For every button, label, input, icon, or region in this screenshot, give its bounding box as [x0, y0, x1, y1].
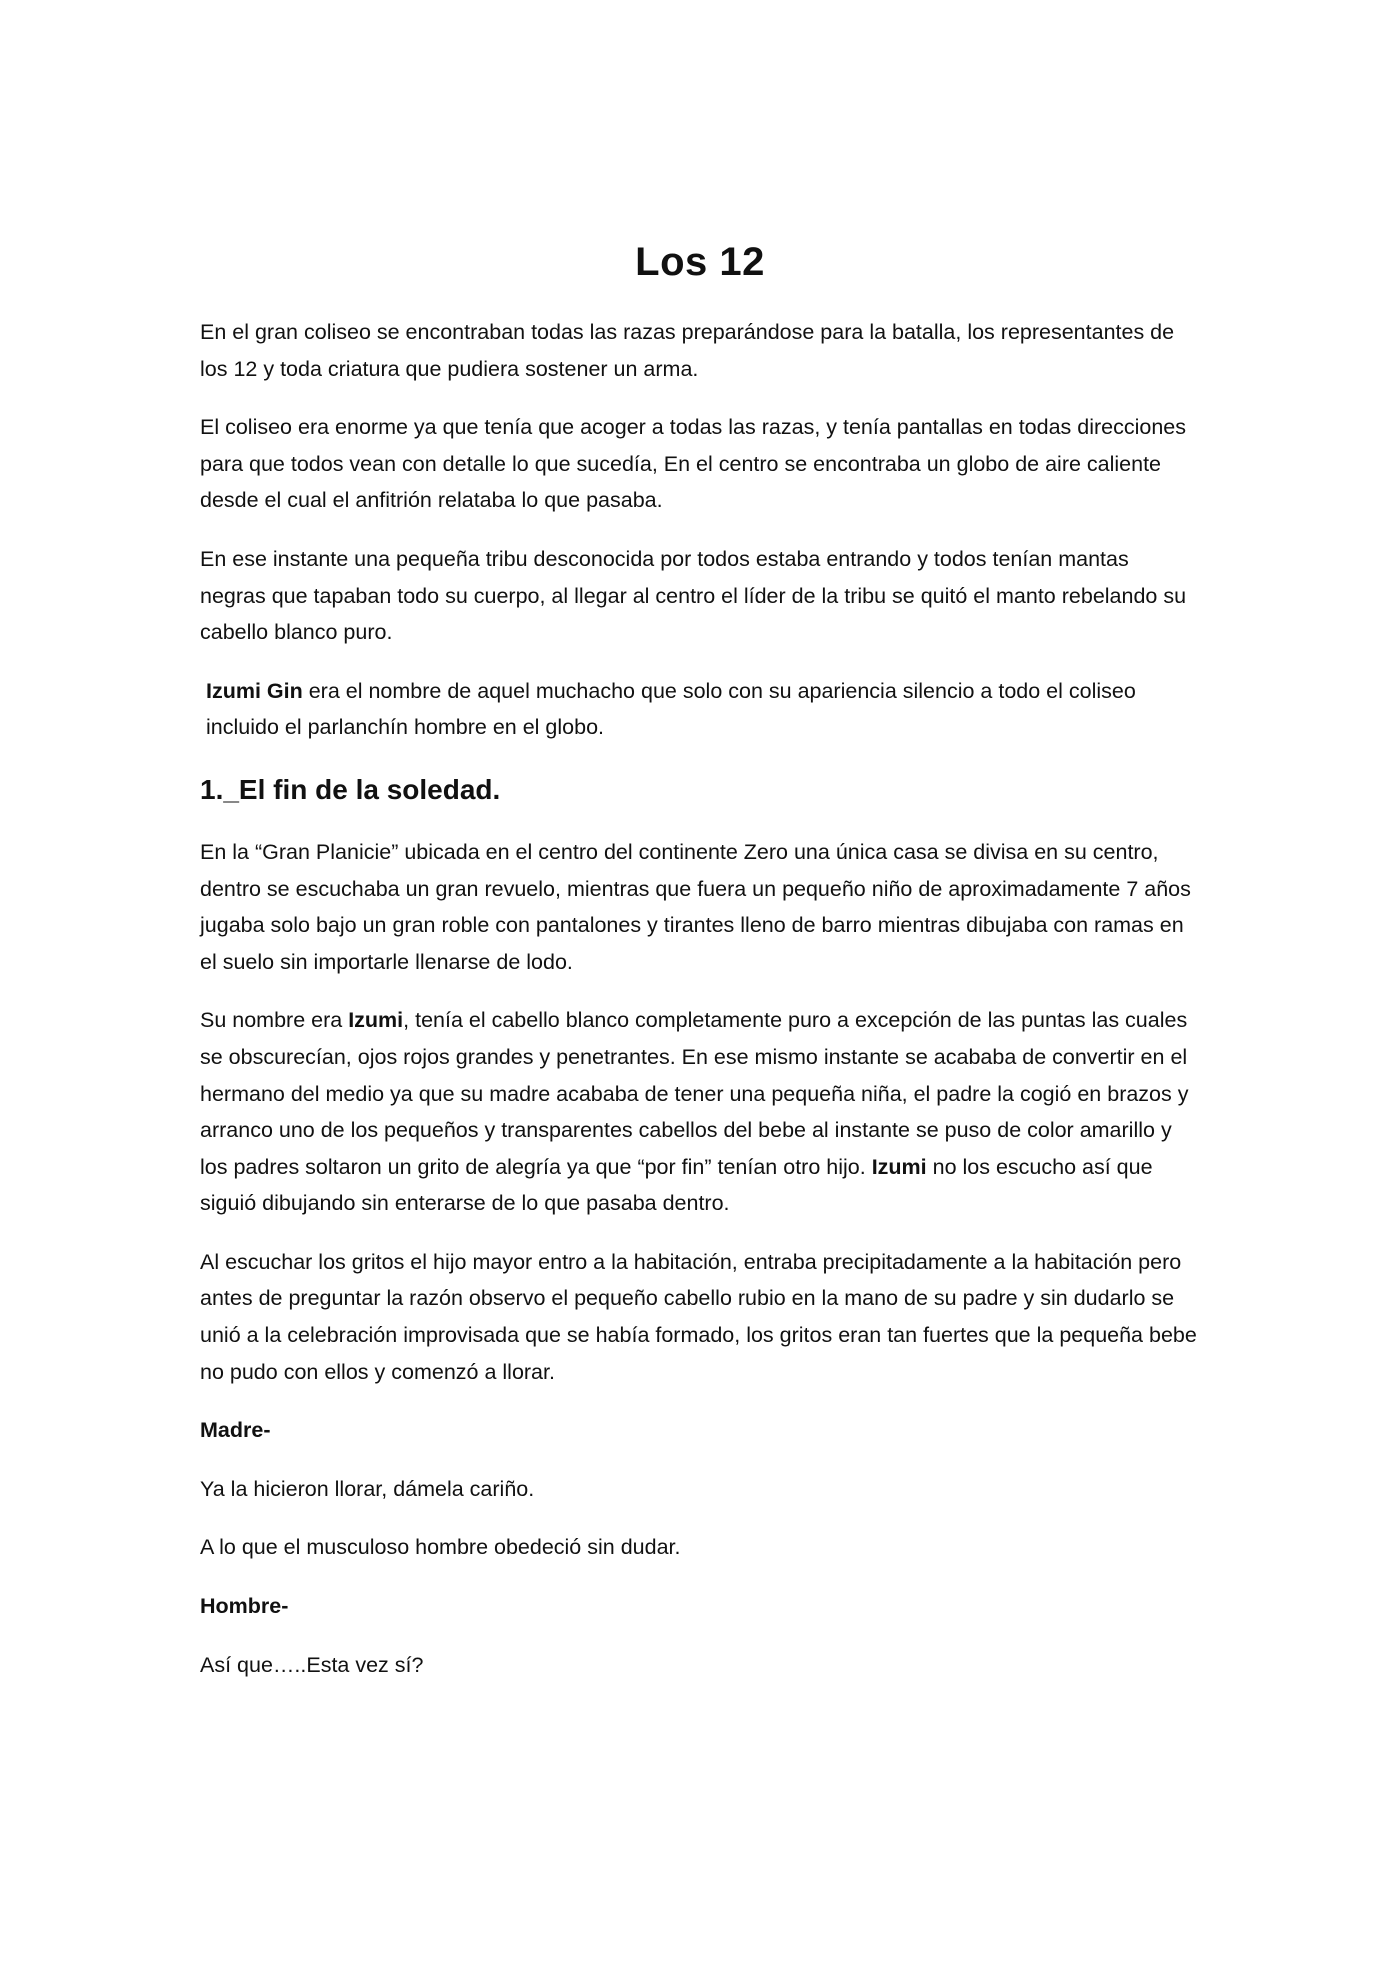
intro-paragraph-3: En ese instante una pequeña tribu desconocida por todos estaba entrando y todos tenían mantas negras que tapaban todo su cuerpo, al llegar al centro el líder de la tribu se quitó el manto rebelando su cabello blanco puro. — [200, 546, 1187, 645]
speaker-man: Hombre- — [200, 1594, 289, 1619]
intro-paragraph-1: En el gran coliseo se encontraban todas las razas preparándose para la batalla, los representantes de los 12 y toda criatura que pudiera sostener un arma. — [200, 320, 1175, 381]
character-name: Izumi — [348, 1008, 404, 1033]
narration-line: A lo que el musculoso hombre obedeció sin dudar. — [200, 1535, 681, 1560]
chapter-paragraph-2-text-b: , tenía el cabello blanco completamente puro a excepción de las puntas las cuales se obscurecían, ojos rojos grandes y penetrantes. En ese mismo instante se acababa de convertir en el hermano del medio ya que su madre acababa de tener una pequeña niña, el padre la cogió en brazos y arranco uno de los pequeños y transparentes cabellos del bebe al instante se puso de color amarillo y los padres soltaron un grito de alegría ya que “por fin” tenían otro hijo. — [200, 1008, 1189, 1179]
chapter-paragraph-2 — [200, 1002, 1200, 1222]
intro-paragraph-2: El coliseo era enorme ya que tenía que acoger a todas las razas, y tenía pantallas en todas direcciones para que todos vean con detalle lo que sucedía, En el centro se encontraba un globo de aire caliente desde el cual el anfitrión relataba lo que pasaba. — [200, 415, 1187, 513]
character-name: Izumi Gin — [206, 678, 303, 703]
chapter-paragraph-1: En la “Gran Planicie” ubicada en el centro del continente Zero una única casa se divisa en su centro, dentro se escuchaba un gran revuelo, mientras que fuera un pequeño niño de aproximadamente 7 años jugaba solo bajo un gran roble con pantalones y tirantes lleno de barro mientras dibujaba con ramas en el suelo sin importarle llenarse de lodo. — [200, 839, 1191, 974]
chapter-paragraph-2-text-a: Su nombre era — [200, 1008, 349, 1033]
speaker-mother: Madre- — [200, 1418, 271, 1443]
dialogue-line: Ya la hicieron llorar, dámela cariño. — [200, 1476, 535, 1501]
document-title: Los 12 — [635, 240, 765, 284]
dialogue-line: Así que…..Esta vez sí? — [200, 1652, 424, 1677]
chapter-paragraph-3: Al escuchar los gritos el hijo mayor entro a la habitación, entraba precipitadamente a la habitación pero antes de preguntar la razón observo el pequeño cabello rubio en la mano de su padre y sin dudarlo se unió a la celebración improvisada que se había formado, los gritos eran tan fuertes que la pequeña bebe no pudo con ellos y comenzó a llorar. — [200, 1249, 1197, 1384]
document-page — [200, 232, 1200, 1705]
speaker-label — [200, 1588, 1200, 1625]
chapter-heading: 1._El fin de la soledad. — [200, 773, 501, 805]
character-name: Izumi — [871, 1154, 927, 1179]
speaker-label — [200, 1412, 1200, 1449]
chapter-paragraph-2-text-c: no los escucho así que siguió dibujando sin enterarse de lo que pasaba dentro. — [200, 1154, 1153, 1216]
intro-paragraph-4 — [200, 673, 1200, 746]
intro-paragraph-4-text: era el nombre de aquel muchacho que solo con su apariencia silencio a todo el coliseo incluido el parlanchín hombre en el globo. — [206, 678, 1136, 740]
